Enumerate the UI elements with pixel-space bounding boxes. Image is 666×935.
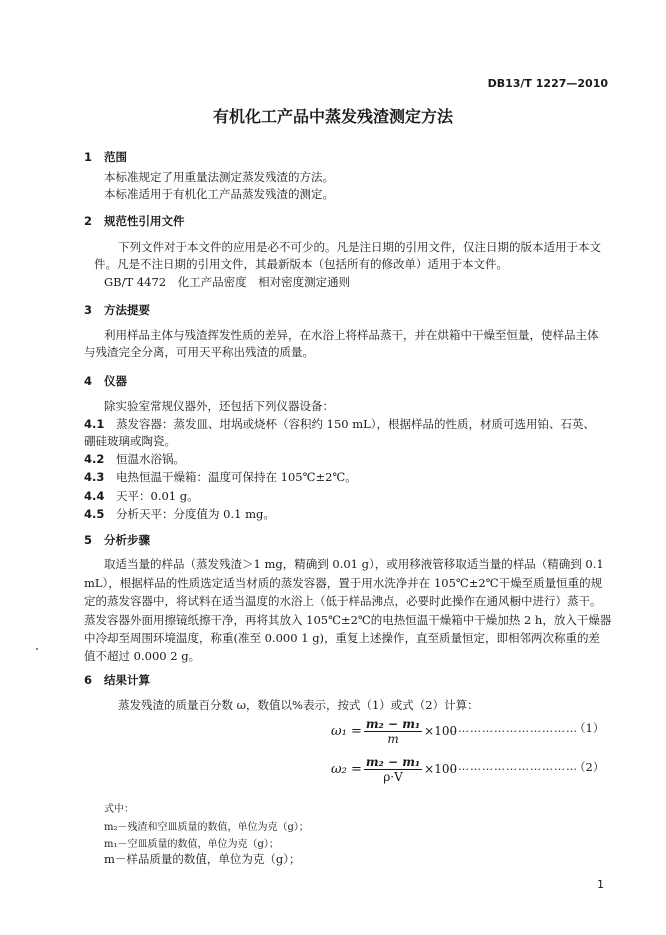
where-label: 式中： — [104, 804, 134, 815]
procedure-line: 蒸发容器外面用擦镜纸擦干净，再将其放入 105℃±2℃的电热恒温干燥箱中干燥加热 2 h，放入干燥器 — [84, 613, 612, 627]
equation-lhs: ω₁ = — [331, 723, 362, 739]
item-number: 4.5 — [84, 507, 105, 521]
item-number: 4.4 — [84, 489, 105, 503]
item-number: 4.2 — [84, 452, 105, 466]
section-2-paragraph-line-1: 下列文件对于本文件的应用是必不可少的。凡是注日期的引用文件，仅注日期的版本适用于本文 — [118, 240, 601, 254]
equation-1 — [331, 713, 457, 749]
section-4-intro: 除实验室常规仪器外，还包括下列仪器设备： — [104, 399, 334, 413]
variable-definition: m₁－空皿质量的数值，单位为克（g）； — [104, 839, 279, 850]
section-title: 分析步骤 — [104, 533, 150, 547]
section-2-heading — [84, 213, 185, 229]
procedure-line: 值不超过 0.000 2 g。 — [84, 649, 201, 663]
instrument-item-continued — [84, 433, 176, 449]
equation-multiplier: ×100 — [424, 762, 458, 776]
section-number: 3 — [84, 303, 93, 317]
section-1-paragraph-1: 本标准规定了用重量法测定蒸发残渣的方法。 — [104, 170, 334, 184]
stray-dot — [36, 648, 38, 650]
instrument-item — [84, 469, 357, 485]
equation-fraction — [364, 755, 422, 784]
section-title: 仪器 — [104, 374, 127, 388]
item-text: 恒温水浴锅。 — [116, 452, 185, 466]
equation-number: （2） — [574, 760, 605, 774]
instrument-item — [84, 488, 199, 504]
section-title: 范围 — [104, 150, 127, 164]
procedure-line: 定的蒸发容器中，将试料在适当温度的水浴上（低于样品沸点，必要时此操作在通风橱中进行）蒸干。 — [84, 594, 602, 608]
item-text: 蒸发容器：蒸发皿、坩埚或烧杯（容积约 150 mL），根据样品的性质，材质可选用铂、石英、 — [116, 417, 596, 431]
section-title: 规范性引用文件 — [104, 214, 185, 228]
section-5-heading — [84, 532, 150, 548]
section-2-paragraph-line-2: 件。凡是不注日期的引用文件，其最新版本（包括所有的修改单）适用于本文件。 — [94, 257, 508, 271]
item-number: 4.1 — [84, 417, 105, 431]
equation-multiplier: ×100 — [424, 724, 458, 738]
section-4-heading — [84, 373, 127, 389]
section-number: 4 — [84, 374, 93, 388]
equation-leader-dots: …………………………… — [446, 722, 578, 735]
section-title: 方法提要 — [104, 303, 150, 317]
procedure-line: 取适当量的样品（蒸发残渣＞1 mg，精确到 0.01 g），或用移液管移取适当量的样品（精确到 0.1 — [104, 557, 604, 571]
fraction-denominator: m — [387, 731, 399, 746]
section-3-heading — [84, 302, 150, 318]
normative-reference: GB/T 4472 化工产品密度 相对密度测定通则 — [104, 275, 351, 289]
section-6-intro: 蒸发残渣的质量百分数 ω，数值以%表示，按式（1）或式（2）计算： — [118, 698, 479, 712]
item-text: 天平：0.01 g。 — [116, 489, 199, 503]
section-number: 5 — [84, 533, 93, 547]
section-3-paragraph-line-1: 利用样品主体与残渣挥发性质的差异，在水浴上将样品蒸干，并在烘箱中干燥至恒量，使样品主体 — [104, 328, 599, 342]
equation-2 — [331, 751, 457, 787]
section-1-heading — [84, 149, 127, 165]
item-text: 电热恒温干燥箱：温度可保持在 105℃±2℃。 — [116, 470, 357, 484]
instrument-item — [84, 506, 275, 522]
standard-number: DB13/T 1227—2010 — [487, 77, 608, 90]
fraction-numerator: m₂ − m₁ — [365, 716, 421, 731]
instrument-item — [84, 416, 595, 432]
variable-definition: m₂－残渣和空皿质量的数值，单位为克（g）； — [104, 822, 309, 833]
section-number: 6 — [84, 673, 93, 687]
page-number: 1 — [597, 878, 604, 891]
document-title: 有机化工产品中蒸发残渣测定方法 — [212, 107, 453, 126]
section-6-heading — [84, 672, 150, 688]
procedure-line: mL），根据样品的性质选定适当材质的蒸发容器，置于用水洗净并在 105℃±2℃干燥至质量恒重的规 — [84, 576, 603, 590]
instrument-item — [84, 451, 185, 467]
variable-definition: m－样品质量的数值，单位为克（g）； — [104, 852, 301, 866]
item-text: 硼硅玻璃或陶瓷。 — [84, 434, 176, 448]
section-3-paragraph-line-2: 与残渣完全分离，可用天平称出残渣的质量。 — [84, 345, 314, 359]
equation-leader-dots: …………………………… — [446, 760, 578, 773]
equation-fraction — [364, 717, 422, 746]
equation-number: （1） — [574, 721, 605, 735]
fraction-numerator: m₂ − m₁ — [365, 754, 421, 769]
item-text: 分析天平：分度值为 0.1 mg。 — [116, 507, 275, 521]
equation-lhs: ω₂ = — [331, 761, 362, 777]
section-number: 1 — [84, 150, 93, 164]
procedure-line: 中冷却至周围环境温度，称重(准至 0.000 1 g)，重复上述操作，直至质量恒定，即相邻两次称重的差 — [84, 631, 601, 645]
item-number: 4.3 — [84, 470, 105, 484]
section-1-paragraph-2: 本标准适用于有机化工产品蒸发残渣的测定。 — [104, 187, 334, 201]
section-title: 结果计算 — [104, 673, 150, 687]
section-number: 2 — [84, 214, 93, 228]
fraction-denominator: ρ·V — [383, 769, 403, 784]
